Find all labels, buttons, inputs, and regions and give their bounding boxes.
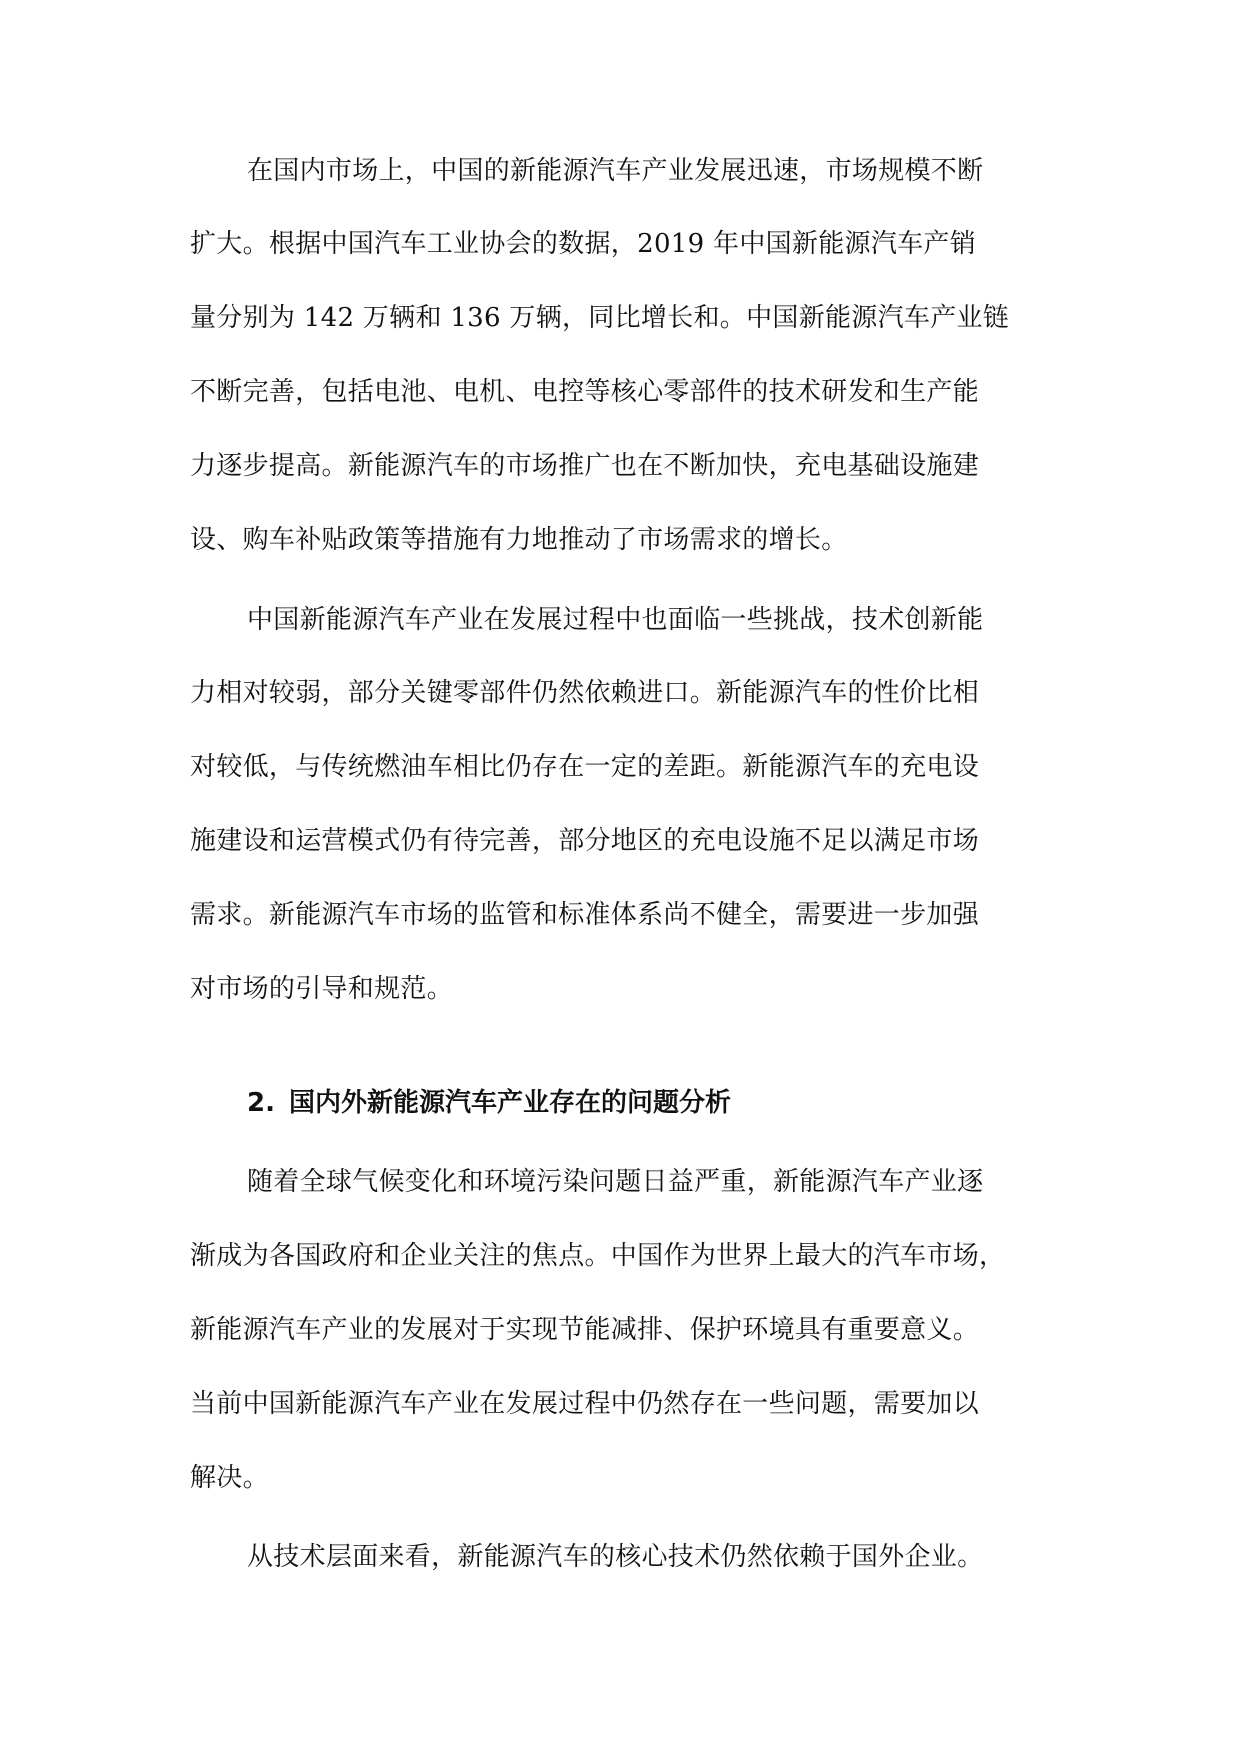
paragraph-2-line-1: 中国新能源汽车产业在发展过程中也面临一些挑战，技术创新能	[247, 605, 984, 635]
section-heading	[247, 1087, 731, 1119]
paragraph-2-line-5: 需求。新能源汽车市场的监管和标准体系尚不健全，需要进一步加强	[190, 900, 980, 930]
section-paragraph-1-line-3: 新能源汽车产业的发展对于实现节能减排、保护环境具有重要意义。	[190, 1315, 980, 1345]
section-paragraph-1-line-5: 解决。	[190, 1463, 269, 1493]
paragraph-2-line-3: 对较低，与传统燃油车相比仍存在一定的差距。新能源汽车的充电设	[190, 752, 980, 782]
section-number: 2.	[247, 1088, 275, 1118]
paragraph-1-line-6: 设、购车补贴政策等措施有力地推动了市场需求的增长。	[190, 525, 848, 555]
section-paragraph-2-line-1: 从技术层面来看，新能源汽车的核心技术仍然依赖于国外企业。	[247, 1542, 984, 1572]
paragraph-1-line-4: 不断完善，包括电池、电机、电控等核心零部件的技术研发和生产能	[190, 377, 980, 407]
paragraph-2-line-4: 施建设和运营模式仍有待完善，部分地区的充电设施不足以满足市场	[190, 826, 980, 856]
section-paragraph-1-line-1: 随着全球气候变化和环境污染问题日益严重，新能源汽车产业逐	[247, 1167, 984, 1197]
paragraph-2-line-6: 对市场的引导和规范。	[190, 974, 454, 1004]
paragraph-1-line-1: 在国内市场上，中国的新能源汽车产业发展迅速，市场规模不断	[247, 156, 984, 186]
paragraph-1-line-3: 量分别为 142 万辆和 136 万辆，同比增长和。中国新能源汽车产业链	[190, 303, 1010, 333]
section-title: 国内外新能源汽车产业存在的问题分析	[289, 1088, 732, 1118]
section-paragraph-1-line-2: 渐成为各国政府和企业关注的焦点。中国作为世界上最大的汽车市场，	[190, 1241, 1006, 1271]
paragraph-2-line-2: 力相对较弱，部分关键零部件仍然依赖进口。新能源汽车的性价比相	[190, 678, 980, 708]
paragraph-1-line-2: 扩大。根据中国汽车工业协会的数据，2019 年中国新能源汽车产销	[190, 229, 977, 259]
paragraph-1-line-5: 力逐步提高。新能源汽车的市场推广也在不断加快，充电基础设施建	[190, 451, 980, 481]
section-paragraph-1-line-4: 当前中国新能源汽车产业在发展过程中仍然存在一些问题，需要加以	[190, 1389, 980, 1419]
